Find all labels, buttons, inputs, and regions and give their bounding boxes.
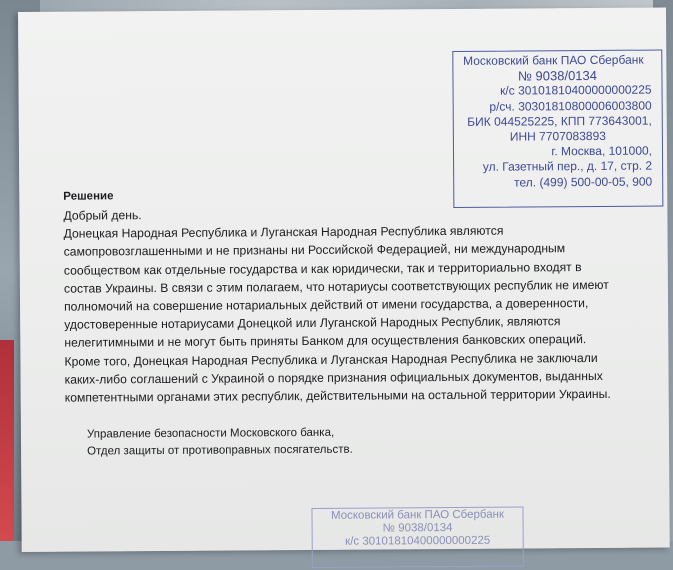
text-line: Кроме того, Донецкая Народная Республика и Луганская Народная Республика не заключали [64,350,598,369]
stamp-correspondent-account: к/с 30101810400000000225 [345,534,491,548]
stamp-bik-kpp: БИК 044525225, КПП 773643001, [467,113,652,129]
text-line: каких-либо соглашений с Украиной о порядке признания официальных документов, выданных [64,368,603,387]
text-line: удостоверенные нотариусами Донецкой или Луганской Народных Республик, являются [64,314,561,332]
stamp-street: ул. Газетный пер., д. 17, стр. 2 [482,158,653,175]
text-line: самопровозглашенными и не признаны ни Российской Федерацией, ни международным [63,241,566,260]
stamp-bank-name: Московский банк ПАО Сбербанк [463,52,644,68]
bank-stamp-top [452,50,663,208]
signature-unit: Отдел защиты от противоправных посягательств. [87,443,353,458]
text-line: нелегитимными и не могут быть приняты Банком для осуществления банковских операций. [64,332,587,351]
letter-text [63,203,624,407]
greeting: Добрый день. [63,208,142,223]
stamp-phone: тел. (499) 500-00-05, 900 [514,174,653,190]
stamp-correspondent-account: к/с 30101810400000000225 [500,82,652,99]
red-object [0,340,14,541]
stamp-branch-number: № 9038/0134 [517,68,598,84]
letter-body [63,186,625,461]
text-line: состав Украины. В связи с этим полагаем, что нотариусы соответствующих республик не имеют [63,277,609,296]
stamp-settlement-account: р/сч. 30301810800006003800 [489,98,652,114]
letter-sheet [18,7,670,552]
text-line: сообществом как отдельные государства и как юридически, так и территориально входят в [63,259,582,278]
stamp-branch-number: № 9038/0134 [382,521,453,535]
signature-department: Управление безопасности Московского банка, [86,427,335,441]
text-line: Донецкая Народная Республика и Луганская Народная Республика являются [63,223,504,241]
stamp-city: г. Москва, 101000, [551,143,653,159]
letter-heading: Решение [63,190,114,203]
text-line: компетентными органами этих республик, действительными на остальной территории Украины. [64,386,611,405]
letter-signature [65,423,625,461]
bank-stamp-bottom [311,506,523,567]
stamp-bank-name: Московский банк ПАО Сбербанк [330,508,505,522]
stamp-inn: ИНН 7707083893 [509,128,606,144]
text-line: полномочий на совершение нотариальных действий от имени государства, а доверенности, [64,296,589,314]
